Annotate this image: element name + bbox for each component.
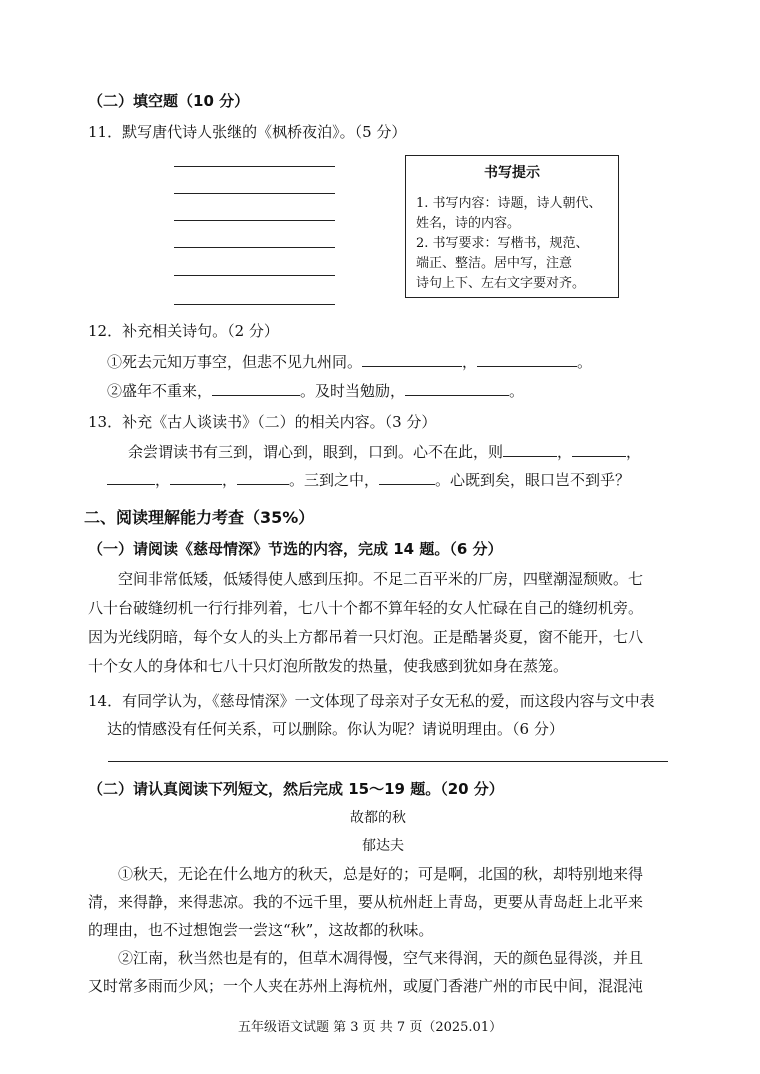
q12-line2-mid: 。及时当勉励，	[300, 382, 406, 400]
page-footer: 五年级语文试题 第 3 页 共 7 页（2025.01）	[238, 1020, 503, 1035]
answer-line-2[interactable]	[174, 193, 335, 194]
essay-paragraph-line: 清，来得静，来得悲凉。我的不远千里，要从杭州赶上青岛，更要从青岛赶上北平来	[88, 893, 644, 911]
q13-line2-end: 。心既到矣，眼口岂不到乎？	[435, 471, 631, 489]
q13-comma: ，	[557, 443, 573, 461]
q12-line1-text: ①死去元知万事空，但悲不见九州同。	[107, 353, 363, 371]
q13-blank-3[interactable]	[107, 468, 155, 485]
writing-tips-line: 诗句上下、左右文字要对齐。	[416, 276, 586, 291]
reading-1-paragraph-line: 空间非常低矮，低矮得使人感到压抑。不足二百平米的厂房，四壁潮湿颓败。七	[118, 570, 644, 588]
q12-line-1	[107, 350, 592, 372]
question-13: 13．补充《古人谈读书》（二）的相关内容。（3 分）	[88, 413, 437, 431]
q13-blank-4[interactable]	[170, 468, 222, 485]
answer-line-3[interactable]	[174, 220, 335, 221]
section-heading-fill-blank: （二）填空题（10 分）	[88, 92, 250, 110]
answer-line-1[interactable]	[174, 166, 335, 167]
q14-answer-line[interactable]	[108, 761, 668, 762]
essay-author: 郁达夫	[362, 838, 404, 854]
writing-tips-box	[405, 155, 619, 298]
essay-paragraph-line: 的理由，也不过想饱尝一尝这“秋”，这故都的秋味。	[88, 921, 434, 939]
q12-line-2	[107, 379, 524, 401]
reading-2-heading: （二）请认真阅读下列短文，然后完成 15～19 题。（20 分）	[88, 780, 504, 798]
question-14-line-1: 14．有同学认为，《慈母情深》一文体现了母亲对子女无私的爱，而这段内容与文中表	[88, 692, 655, 710]
reading-1-heading: （一）请阅读《慈母情深》节选的内容，完成 14 题。（6 分）	[88, 540, 503, 558]
essay-title: 故都的秋	[350, 810, 406, 826]
essay-paragraph-line: ②江南，秋当然也是有的，但草木凋得慢，空气来得润，天的颜色显得淡，并且	[118, 949, 644, 967]
q12-blank-1[interactable]	[362, 350, 462, 367]
question-14-line-2: 达的情感没有任何关系，可以删除。你认为呢？请说明理由。（6 分）	[107, 720, 564, 738]
question-12: 12．补充相关诗句。（2 分）	[88, 322, 279, 340]
q13-blank-5[interactable]	[237, 468, 289, 485]
q12-blank-3[interactable]	[212, 379, 300, 396]
q12-blank-4[interactable]	[405, 379, 509, 396]
q12-line1-comma: ，	[462, 353, 478, 371]
q13-blank-1[interactable]	[503, 440, 557, 457]
answer-line-4[interactable]	[174, 247, 335, 248]
q13-line1-text: 余尝谓读书有三到，谓心到，眼到，口到。心不在此，则	[128, 443, 504, 461]
q12-line2-text: ②盛年不重来，	[107, 382, 213, 400]
reading-1-paragraph-line: 八十台破缝纫机一行行排列着，七八十个都不算年轻的女人忙碌在自己的缝纫机旁。	[88, 599, 644, 617]
q13-blank-2[interactable]	[572, 440, 626, 457]
answer-line-6[interactable]	[174, 304, 335, 305]
reading-1-paragraph-line: 十个女人的身体和七八十只灯泡所散发的热量，使我感到犹如身在蒸笼。	[88, 657, 569, 675]
q13-comma: ，	[626, 443, 642, 461]
writing-tips-line: 姓名，诗的内容。	[416, 216, 521, 231]
question-11: 11．默写唐代诗人张继的《枫桥夜泊》。（5 分）	[88, 123, 407, 141]
q13-comma: ，	[155, 471, 171, 489]
q13-line2-mid: 。三到之中，	[289, 471, 380, 489]
essay-paragraph-line: ①秋天，无论在什么地方的秋天，总是好的；可是啊，北国的秋，却特别地来得	[118, 865, 644, 883]
q13-blank-6[interactable]	[379, 468, 435, 485]
q12-line2-end: 。	[509, 382, 525, 400]
q13-line-2	[107, 468, 630, 490]
answer-line-5[interactable]	[174, 275, 335, 276]
part-2-heading: 二、阅读理解能力考查（35%）	[84, 508, 315, 527]
q13-comma: ，	[222, 471, 238, 489]
writing-tips-line: 1. 书写内容：诗题，诗人朝代、	[416, 196, 602, 211]
writing-tips-title: 书写提示	[484, 165, 540, 181]
writing-tips-line: 2. 书写要求：写楷书，规范、	[416, 236, 589, 251]
q13-line-1	[128, 440, 641, 462]
q12-line1-end: 。	[577, 353, 593, 371]
q12-blank-2[interactable]	[477, 350, 577, 367]
reading-1-paragraph-line: 因为光线阴暗，每个女人的头上方都吊着一只灯泡。正是酷暑炎夏，窗不能开，七八	[88, 628, 644, 646]
writing-tips-line: 端正、整洁。居中写，注意	[416, 256, 573, 271]
essay-paragraph-line: 又时常多雨而少风；一个人夹在苏州上海杭州，或厦门香港广州的市民中间，混混沌	[88, 977, 644, 995]
